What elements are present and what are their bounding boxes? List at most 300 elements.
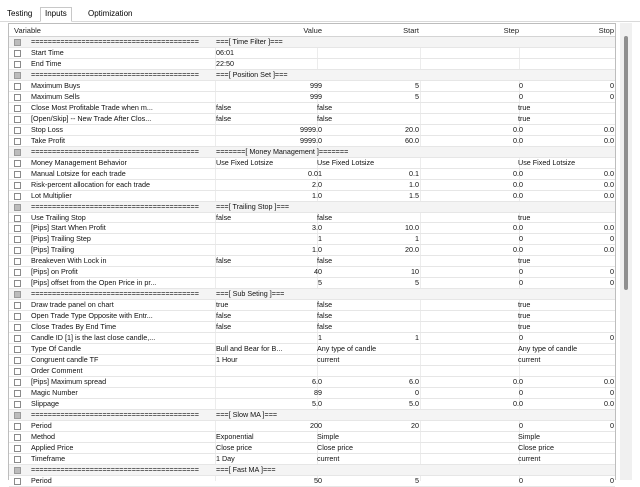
parameter-name: Period bbox=[31, 475, 52, 485]
optimize-checkbox[interactable] bbox=[14, 423, 21, 430]
parameter-name: [Pips] Trailing bbox=[31, 245, 75, 255]
parameter-step[interactable]: 0 bbox=[519, 420, 523, 430]
optimize-checkbox[interactable] bbox=[14, 412, 21, 419]
optimize-checkbox[interactable] bbox=[14, 116, 21, 123]
parameter-start[interactable]: 0 bbox=[415, 388, 419, 397]
parameter-stop[interactable] bbox=[518, 70, 614, 80]
optimize-checkbox[interactable] bbox=[14, 50, 21, 57]
parameter-stop[interactable]: 0 bbox=[610, 420, 614, 430]
optimize-checkbox[interactable] bbox=[14, 313, 21, 320]
parameter-name: Period bbox=[31, 420, 52, 430]
parameter-start[interactable]: false bbox=[317, 256, 333, 266]
parameter-row[interactable] bbox=[9, 322, 615, 333]
parameter-start[interactable]: 5 bbox=[415, 91, 419, 101]
parameter-row[interactable] bbox=[9, 234, 615, 245]
parameter-stop[interactable]: current bbox=[518, 453, 541, 463]
parameter-name: ======================================== bbox=[31, 69, 199, 79]
optimize-checkbox[interactable] bbox=[14, 72, 21, 79]
parameter-start[interactable]: false bbox=[317, 113, 333, 123]
parameter-step[interactable]: 0 bbox=[519, 91, 523, 101]
parameter-start[interactable] bbox=[317, 70, 419, 80]
parameter-stop[interactable]: 0.0 bbox=[604, 398, 614, 408]
parameter-stop[interactable]: 0.0 bbox=[604, 190, 614, 200]
parameter-name: [Pips] Maximum spread bbox=[31, 377, 107, 387]
parameter-name: Type Of Candle bbox=[31, 344, 81, 354]
parameter-stop[interactable]: true bbox=[518, 322, 531, 332]
parameter-value[interactable]: 50 bbox=[314, 475, 322, 485]
parameter-value[interactable]: 999 bbox=[310, 80, 322, 90]
section-separator-row[interactable] bbox=[9, 410, 615, 421]
tab-bar bbox=[0, 0, 640, 22]
parameter-value[interactable]: 22:50 bbox=[216, 58, 234, 68]
tab-inputs[interactable]: Inputs bbox=[40, 7, 72, 22]
parameter-step[interactable] bbox=[421, 465, 523, 475]
parameter-stop[interactable] bbox=[518, 147, 614, 157]
parameter-step[interactable] bbox=[421, 48, 523, 58]
parameter-value[interactable]: 999 bbox=[310, 91, 322, 101]
parameter-stop[interactable] bbox=[518, 48, 614, 58]
parameter-start[interactable]: 6.0 bbox=[409, 377, 419, 387]
parameter-stop[interactable]: true bbox=[518, 102, 531, 112]
parameter-value[interactable]: false bbox=[216, 102, 232, 112]
parameter-start[interactable]: 20 bbox=[411, 420, 419, 430]
parameter-step[interactable]: 0 bbox=[519, 333, 523, 343]
parameter-step[interactable]: 0 bbox=[519, 278, 523, 288]
parameter-start[interactable] bbox=[317, 410, 419, 420]
optimize-checkbox[interactable] bbox=[14, 39, 21, 46]
optimize-checkbox[interactable] bbox=[14, 280, 21, 287]
parameter-stop[interactable]: 0 bbox=[610, 267, 614, 277]
parameter-start[interactable]: Simple bbox=[317, 431, 339, 441]
grid-header bbox=[9, 24, 615, 37]
parameter-row[interactable] bbox=[9, 333, 615, 344]
parameter-name: Congruent candle TF bbox=[31, 355, 99, 365]
parameter-value[interactable]: 9999.0 bbox=[300, 135, 322, 145]
optimize-checkbox[interactable] bbox=[14, 94, 21, 101]
parameter-stop[interactable]: true bbox=[518, 300, 531, 310]
parameter-step[interactable]: 0.0 bbox=[513, 377, 523, 387]
parameter-row[interactable] bbox=[9, 421, 615, 432]
optimize-checkbox[interactable] bbox=[14, 83, 21, 90]
parameter-row[interactable] bbox=[9, 92, 615, 103]
parameter-stop[interactable]: true bbox=[518, 113, 531, 123]
parameter-step[interactable]: 0 bbox=[519, 475, 523, 485]
parameter-value[interactable]: 1 bbox=[318, 234, 322, 244]
parameter-name: [Pips] offset from the Open Price in pr... bbox=[31, 278, 157, 288]
section-separator-row[interactable] bbox=[9, 465, 615, 476]
parameter-name: Magic Number bbox=[31, 388, 78, 397]
optimize-checkbox[interactable] bbox=[14, 434, 21, 441]
parameter-name: ======================================== bbox=[31, 146, 199, 156]
parameter-name: ======================================== bbox=[31, 409, 199, 419]
parameter-step[interactable] bbox=[421, 213, 523, 223]
parameter-step[interactable] bbox=[421, 344, 523, 354]
parameter-value[interactable]: Use Fixed Lotsize bbox=[216, 157, 274, 167]
parameter-value[interactable]: false bbox=[216, 322, 232, 332]
optimize-checkbox[interactable] bbox=[14, 193, 21, 200]
parameter-start[interactable]: false bbox=[317, 311, 333, 321]
parameter-step[interactable] bbox=[421, 70, 523, 80]
parameter-name: Risk-percent allocation for each trade bbox=[31, 179, 151, 189]
parameter-name: Start Time bbox=[31, 47, 64, 57]
parameter-row[interactable] bbox=[9, 213, 615, 224]
parameter-value[interactable]: 89 bbox=[314, 388, 322, 397]
optimize-checkbox[interactable] bbox=[14, 335, 21, 342]
parameter-value[interactable]: Bull and Bear for B... bbox=[216, 344, 283, 354]
parameter-row[interactable] bbox=[9, 366, 615, 377]
parameter-name: Breakeven With Lock in bbox=[31, 256, 107, 266]
parameter-step[interactable] bbox=[421, 300, 523, 310]
parameter-start[interactable]: 20.0 bbox=[405, 124, 419, 134]
parameter-step[interactable] bbox=[421, 37, 523, 47]
parameter-stop[interactable] bbox=[518, 37, 614, 47]
parameter-step[interactable]: 0.0 bbox=[513, 179, 523, 189]
parameter-stop[interactable]: 0.0 bbox=[604, 124, 614, 134]
column-header-value[interactable]: Value bbox=[303, 26, 322, 35]
optimize-checkbox[interactable] bbox=[14, 204, 21, 211]
parameter-name: Stop Loss bbox=[31, 124, 63, 134]
optimize-checkbox[interactable] bbox=[14, 160, 21, 167]
parameter-value[interactable]: ===[ Position Set ]=== bbox=[216, 69, 288, 79]
optimize-checkbox[interactable] bbox=[14, 258, 21, 265]
parameter-step[interactable] bbox=[421, 410, 523, 420]
parameter-step[interactable]: 0.0 bbox=[513, 190, 523, 200]
parameter-name: [Pips] Trailing Step bbox=[31, 234, 91, 244]
parameter-value[interactable]: 6.0 bbox=[312, 377, 322, 387]
scrollbar-thumb[interactable] bbox=[624, 36, 628, 290]
parameter-stop[interactable]: 0.0 bbox=[604, 179, 614, 189]
section-separator-row[interactable] bbox=[9, 70, 615, 81]
parameter-stop[interactable]: true bbox=[518, 256, 531, 266]
parameter-name: Take Profit bbox=[31, 135, 65, 145]
optimize-checkbox[interactable] bbox=[14, 379, 21, 386]
optimize-checkbox[interactable] bbox=[14, 324, 21, 331]
optimize-checkbox[interactable] bbox=[14, 291, 21, 298]
optimize-checkbox[interactable] bbox=[14, 215, 21, 222]
parameter-row[interactable] bbox=[9, 169, 615, 180]
optimize-checkbox[interactable] bbox=[14, 346, 21, 353]
section-separator-row[interactable] bbox=[9, 289, 615, 300]
parameter-stop[interactable] bbox=[518, 59, 614, 69]
optimize-checkbox[interactable] bbox=[14, 236, 21, 243]
parameter-start[interactable] bbox=[317, 147, 419, 157]
optimize-checkbox[interactable] bbox=[14, 182, 21, 189]
parameter-stop[interactable]: current bbox=[518, 355, 541, 365]
parameter-stop[interactable] bbox=[518, 202, 614, 212]
parameter-value[interactable]: ===[ Trailing Stop ]=== bbox=[216, 201, 290, 211]
parameter-value[interactable]: false bbox=[216, 256, 232, 266]
parameter-stop[interactable]: 0 bbox=[610, 475, 614, 485]
parameter-start[interactable]: 5 bbox=[415, 278, 419, 288]
parameter-step[interactable]: 0 bbox=[519, 388, 523, 397]
parameter-step[interactable] bbox=[421, 454, 523, 464]
parameter-step[interactable]: 0.0 bbox=[513, 245, 523, 255]
parameter-step[interactable]: 0.0 bbox=[513, 124, 523, 134]
parameter-value[interactable]: 0.01 bbox=[308, 168, 322, 178]
parameter-row[interactable] bbox=[9, 48, 615, 59]
parameter-stop[interactable] bbox=[518, 410, 614, 420]
optimize-checkbox[interactable] bbox=[14, 368, 21, 375]
parameter-stop[interactable]: 0 bbox=[610, 91, 614, 101]
parameter-stop[interactable] bbox=[518, 465, 614, 475]
parameter-row[interactable] bbox=[9, 432, 615, 443]
parameter-value[interactable]: ===[ Time Filter ]=== bbox=[216, 37, 283, 46]
parameter-start[interactable]: false bbox=[317, 102, 333, 112]
parameter-start[interactable] bbox=[317, 366, 419, 376]
parameter-row[interactable] bbox=[9, 267, 615, 278]
parameter-name: Applied Price bbox=[31, 442, 74, 452]
parameter-value[interactable]: 200 bbox=[310, 420, 322, 430]
parameter-start[interactable]: false bbox=[317, 322, 333, 332]
parameter-value[interactable]: Close price bbox=[216, 442, 252, 452]
optimize-checkbox[interactable] bbox=[14, 149, 21, 156]
parameter-value[interactable]: ===[ Fast MA ]=== bbox=[216, 464, 276, 474]
parameter-stop[interactable]: 0.0 bbox=[604, 223, 614, 233]
column-header-variable[interactable]: Variable bbox=[14, 26, 41, 35]
optimize-checkbox[interactable] bbox=[14, 269, 21, 276]
parameter-start[interactable]: 5.0 bbox=[409, 398, 419, 408]
parameter-name: Method bbox=[31, 431, 55, 441]
parameter-start[interactable]: 1.0 bbox=[409, 179, 419, 189]
parameter-stop[interactable]: true bbox=[518, 311, 531, 321]
parameter-row[interactable] bbox=[9, 399, 615, 410]
parameter-stop[interactable] bbox=[518, 289, 614, 299]
parameter-row[interactable] bbox=[9, 454, 615, 465]
parameter-start[interactable] bbox=[317, 202, 419, 212]
parameter-row[interactable] bbox=[9, 388, 615, 399]
parameter-step[interactable] bbox=[421, 256, 523, 266]
parameter-start[interactable]: Use Fixed Lotsize bbox=[317, 157, 375, 167]
parameter-start[interactable]: false bbox=[317, 300, 333, 310]
parameter-name: Order Comment bbox=[31, 366, 83, 376]
parameter-row[interactable] bbox=[9, 158, 615, 169]
parameter-step[interactable] bbox=[421, 114, 523, 124]
parameter-name: Close Most Profitable Trade when m... bbox=[31, 102, 153, 112]
parameter-step[interactable] bbox=[421, 289, 523, 299]
parameter-step[interactable] bbox=[421, 202, 523, 212]
parameter-name: Slippage bbox=[31, 398, 59, 408]
parameter-stop[interactable]: 0.0 bbox=[604, 377, 614, 387]
parameter-value[interactable]: false bbox=[216, 113, 232, 123]
parameter-stop[interactable]: 0 bbox=[610, 278, 614, 288]
parameter-stop[interactable] bbox=[518, 366, 614, 376]
optimize-checkbox[interactable] bbox=[14, 456, 21, 463]
section-separator-row[interactable] bbox=[9, 147, 615, 158]
parameter-value[interactable]: false bbox=[216, 212, 232, 222]
parameter-name: ======================================== bbox=[31, 289, 199, 299]
parameter-step[interactable] bbox=[421, 432, 523, 442]
parameter-row[interactable] bbox=[9, 136, 615, 147]
parameter-step[interactable]: 0 bbox=[519, 234, 523, 244]
parameter-step[interactable]: 0.0 bbox=[513, 168, 523, 178]
parameter-value[interactable]: 1 Hour bbox=[216, 355, 238, 365]
parameter-name: Use Trailing Stop bbox=[31, 212, 86, 222]
optimize-checkbox[interactable] bbox=[14, 478, 21, 485]
parameter-value[interactable]: 40 bbox=[314, 267, 322, 277]
parameter-step[interactable] bbox=[421, 355, 523, 365]
optimize-checkbox[interactable] bbox=[14, 247, 21, 254]
parameter-stop[interactable]: 0 bbox=[610, 388, 614, 397]
parameter-stop[interactable]: 0 bbox=[610, 234, 614, 244]
optimize-checkbox[interactable] bbox=[14, 61, 21, 68]
parameter-step[interactable] bbox=[421, 311, 523, 321]
parameter-value[interactable]: 3.0 bbox=[312, 223, 322, 233]
parameter-name: ======================================== bbox=[31, 201, 199, 211]
parameter-start[interactable]: current bbox=[317, 453, 340, 463]
parameter-value[interactable]: 5 bbox=[318, 278, 322, 288]
parameter-stop[interactable]: Simple bbox=[518, 431, 540, 441]
parameter-value[interactable]: 2.0 bbox=[312, 179, 322, 189]
parameter-row[interactable] bbox=[9, 355, 615, 366]
parameter-value[interactable]: false bbox=[216, 311, 232, 321]
parameter-step[interactable] bbox=[421, 147, 523, 157]
parameter-start[interactable]: 1.5 bbox=[409, 190, 419, 200]
parameter-step[interactable]: 0.0 bbox=[513, 135, 523, 145]
parameter-name: Open Trade Type Opposite with Entr... bbox=[31, 311, 153, 321]
optimize-checkbox[interactable] bbox=[14, 390, 21, 397]
optimize-checkbox[interactable] bbox=[14, 445, 21, 452]
parameter-name: Maximum Sells bbox=[31, 91, 80, 101]
parameter-start[interactable]: 0.1 bbox=[409, 168, 419, 178]
parameter-value[interactable]: 1.0 bbox=[312, 245, 322, 255]
parameter-value[interactable]: 06:01 bbox=[216, 47, 234, 57]
parameter-row[interactable] bbox=[9, 300, 615, 311]
parameter-value[interactable]: =======[ Money Management ]======= bbox=[216, 146, 349, 156]
parameter-stop[interactable]: 0 bbox=[610, 80, 614, 90]
parameter-row[interactable] bbox=[9, 114, 615, 125]
section-separator-row[interactable] bbox=[9, 202, 615, 213]
parameter-name: ======================================== bbox=[31, 464, 199, 474]
parameter-start[interactable]: 1 bbox=[415, 234, 419, 244]
parameter-row[interactable] bbox=[9, 103, 615, 114]
parameter-start[interactable]: current bbox=[317, 355, 340, 365]
parameter-value[interactable]: Exponential bbox=[216, 431, 254, 441]
parameter-step[interactable]: 0.0 bbox=[513, 223, 523, 233]
optimize-checkbox[interactable] bbox=[14, 467, 21, 474]
parameter-step[interactable] bbox=[421, 366, 523, 376]
parameter-name: Close Trades By End Time bbox=[31, 322, 117, 332]
parameter-start[interactable] bbox=[317, 289, 419, 299]
parameter-stop[interactable]: Any type of candle bbox=[518, 344, 578, 354]
parameter-row[interactable] bbox=[9, 278, 615, 289]
parameter-name: Maximum Buys bbox=[31, 80, 81, 90]
parameter-start[interactable] bbox=[317, 48, 419, 58]
parameter-value[interactable]: ===[ Slow MA ]=== bbox=[216, 409, 278, 419]
parameter-step[interactable]: 0.0 bbox=[513, 398, 523, 408]
parameter-row[interactable] bbox=[9, 344, 615, 355]
tab-optimization[interactable]: Optimization bbox=[88, 9, 133, 18]
parameter-start[interactable]: 5 bbox=[415, 80, 419, 90]
parameter-stop[interactable]: 0.0 bbox=[604, 135, 614, 145]
optimize-checkbox[interactable] bbox=[14, 105, 21, 112]
optimize-checkbox[interactable] bbox=[14, 401, 21, 408]
parameter-row[interactable] bbox=[9, 256, 615, 267]
parameter-row[interactable] bbox=[9, 125, 615, 136]
parameter-row[interactable] bbox=[9, 377, 615, 388]
parameter-value[interactable]: true bbox=[216, 300, 229, 310]
parameter-row[interactable] bbox=[9, 81, 615, 92]
parameter-stop[interactable]: true bbox=[518, 212, 531, 222]
parameter-name: Money Management Behavior bbox=[31, 157, 127, 167]
optimize-checkbox[interactable] bbox=[14, 357, 21, 364]
parameter-step[interactable]: 0 bbox=[519, 267, 523, 277]
tab-testing[interactable]: Testing bbox=[7, 9, 33, 18]
parameter-name: [Open/Skip] -- New Trade After Clos... bbox=[31, 113, 152, 123]
parameter-value[interactable]: 1 Day bbox=[216, 453, 235, 463]
parameter-step[interactable] bbox=[421, 158, 523, 168]
parameter-name: [Pips] on Profit bbox=[31, 267, 78, 277]
parameter-start[interactable]: 5 bbox=[415, 475, 419, 485]
window-edge bbox=[632, 23, 640, 480]
parameter-stop[interactable]: 0.0 bbox=[604, 245, 614, 255]
column-header-step[interactable]: Step bbox=[503, 26, 519, 35]
parameter-step[interactable] bbox=[421, 443, 523, 453]
parameter-start[interactable]: Any type of candle bbox=[317, 344, 377, 354]
parameter-stop[interactable]: 0 bbox=[610, 333, 614, 343]
parameter-name: ======================================== bbox=[31, 37, 199, 46]
parameter-start[interactable]: 10 bbox=[411, 267, 419, 277]
parameter-name: Manual Lotsize for each trade bbox=[31, 168, 126, 178]
parameter-step[interactable] bbox=[421, 59, 523, 69]
parameter-start[interactable]: 20.0 bbox=[405, 245, 419, 255]
optimize-checkbox[interactable] bbox=[14, 302, 21, 309]
parameter-start[interactable]: 60.0 bbox=[405, 135, 419, 145]
parameter-value[interactable]: 5.0 bbox=[312, 398, 322, 408]
optimize-checkbox[interactable] bbox=[14, 225, 21, 232]
parameter-row[interactable] bbox=[9, 223, 615, 234]
parameter-start[interactable]: Close price bbox=[317, 442, 353, 452]
parameter-name: Draw trade panel on chart bbox=[31, 300, 114, 310]
parameter-start[interactable]: 1 bbox=[415, 333, 419, 343]
parameter-row[interactable] bbox=[9, 476, 615, 487]
parameter-row[interactable] bbox=[9, 311, 615, 322]
parameter-stop[interactable]: 0.0 bbox=[604, 168, 614, 178]
parameter-start[interactable] bbox=[317, 59, 419, 69]
parameter-step[interactable] bbox=[421, 103, 523, 113]
parameter-value[interactable] bbox=[216, 366, 322, 376]
parameter-row[interactable] bbox=[9, 245, 615, 256]
optimize-checkbox[interactable] bbox=[14, 171, 21, 178]
parameter-list bbox=[9, 37, 615, 487]
parameter-value[interactable]: 1 bbox=[318, 333, 322, 343]
parameter-name: Lot Multiplier bbox=[31, 190, 72, 200]
parameter-stop[interactable]: Use Fixed Lotsize bbox=[518, 157, 576, 167]
optimize-checkbox[interactable] bbox=[14, 138, 21, 145]
inputs-grid bbox=[8, 23, 616, 485]
parameter-row[interactable] bbox=[9, 191, 615, 202]
parameter-name: Candle ID [1] is the last close candle,... bbox=[31, 333, 156, 343]
parameter-name: End Time bbox=[31, 58, 62, 68]
parameter-name: Timeframe bbox=[31, 453, 66, 463]
parameter-row[interactable] bbox=[9, 59, 615, 70]
parameter-row[interactable] bbox=[9, 443, 615, 454]
parameter-step[interactable]: 0 bbox=[519, 80, 523, 90]
parameter-stop[interactable]: Close price bbox=[518, 442, 554, 452]
column-header-start[interactable]: Start bbox=[403, 26, 419, 35]
parameter-value[interactable]: 1.0 bbox=[312, 190, 322, 200]
parameter-value[interactable]: ===[ Sub Seting ]=== bbox=[216, 289, 285, 299]
parameter-step[interactable] bbox=[421, 322, 523, 332]
parameter-start[interactable] bbox=[317, 465, 419, 475]
optimize-checkbox[interactable] bbox=[14, 127, 21, 134]
parameter-row[interactable] bbox=[9, 180, 615, 191]
parameter-start[interactable] bbox=[317, 37, 419, 47]
parameter-start[interactable]: 10.0 bbox=[405, 223, 419, 233]
section-separator-row[interactable] bbox=[9, 37, 615, 48]
column-header-stop[interactable]: Stop bbox=[598, 26, 614, 35]
parameter-start[interactable]: false bbox=[317, 212, 333, 222]
parameter-value[interactable]: 9999.0 bbox=[300, 124, 322, 134]
